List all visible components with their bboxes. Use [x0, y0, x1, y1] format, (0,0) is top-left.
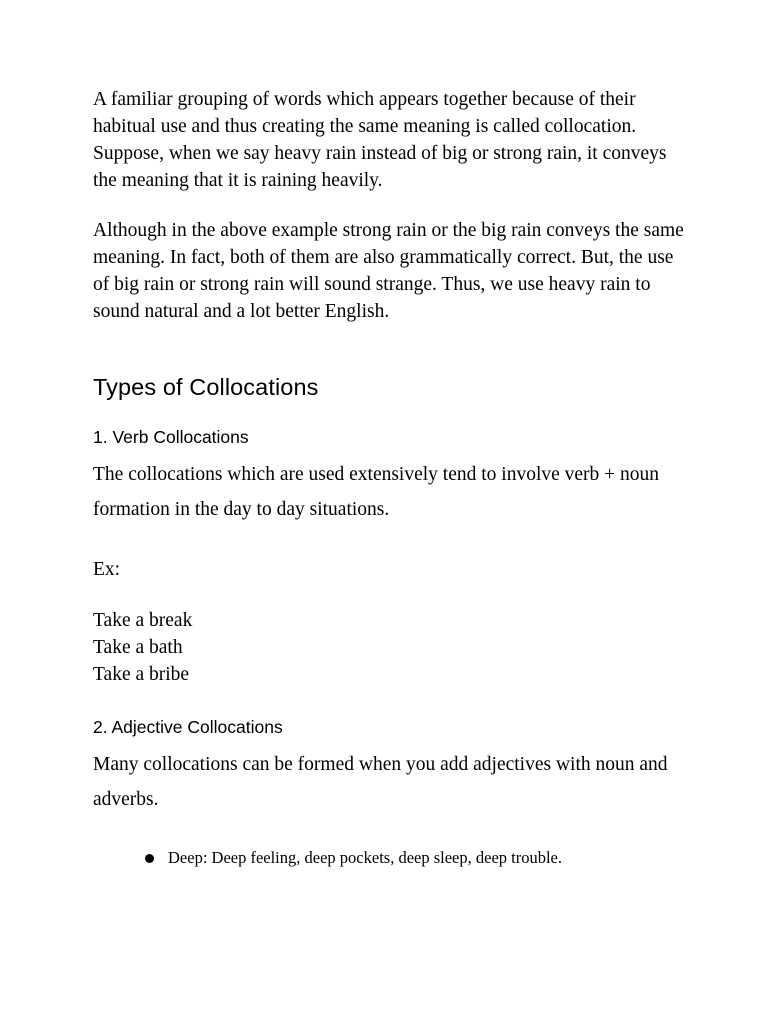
intro-paragraph-2: Although in the above example strong rain or the big rain conveys the same meaning. In fact, both of them are also grammatically correct. But, the use of big rain or strong rain will sound strange. Thus, we use heavy rain to sound natural and a lot better English. — [93, 220, 684, 322]
intro-paragraph-1: A familiar grouping of words which appears together because of their habitual use and thus creating the same meaning is called collocation. Suppose, when we say heavy rain instead of big or strong rain, it conveys the meaning that it is raining heavily. — [93, 89, 667, 191]
example-list — [93, 607, 192, 688]
example-label: Ex: — [93, 559, 121, 580]
adjective-collocations-heading: 2. Adjective Collocations — [93, 717, 283, 737]
bullet-text: Deep: Deep feeling, deep pockets, deep sleep, deep trouble. — [168, 848, 563, 867]
bullet-icon — [145, 854, 154, 863]
list-item: Take a bath — [93, 637, 183, 658]
list-item: Take a bribe — [93, 664, 190, 685]
bullet-list — [145, 846, 562, 870]
section-title: Types of Collocations — [93, 374, 319, 400]
adjective-collocations-description: Many collocations can be formed when you add adjectives with noun and adverbs. — [93, 754, 668, 810]
verb-collocations-heading: 1. Verb Collocations — [93, 427, 249, 447]
list-item: Take a break — [93, 610, 193, 631]
list-item — [145, 846, 562, 870]
verb-collocations-description: The collocations which are used extensively tend to involve verb + noun formation in the day to day situations. — [93, 464, 660, 520]
